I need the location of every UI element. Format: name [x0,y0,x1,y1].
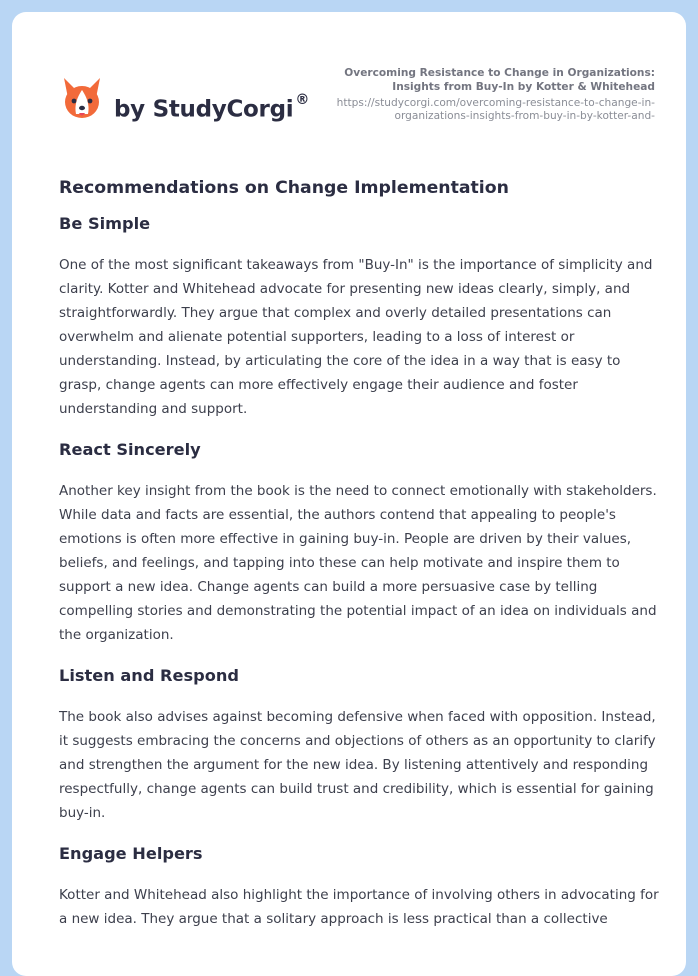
section-listen-and-respond [59,663,659,825]
article-content [59,175,659,947]
section-paragraph: One of the most significant takeaways from "Buy-In" is the importance of simplicity and clarity. Kotter and Whitehead advocate for presenting new ideas clearly, simply, and straightforwardly. They argue that complex and overly detailed presentations can overwhelm and alienate potential supporters, leading to a loss of interest or understanding. Instead, by articulating the core of the idea in a way that is easy to grasp, change agents can more effectively engage their audience and foster understanding and support. [59,257,653,417]
document-meta [315,66,655,123]
section-paragraph: The book also advises against becoming defensive when faced with opposition. Instead, it suggests embracing the concerns and objections of others as an opportunity to clarify and strengthen the argument for the new idea. By listening attentively and responding respectfully, change agents can build trust and credibility, which is essential for gaining buy-in. [59,709,656,821]
section-heading: Engage Helpers [59,844,203,863]
document-url[interactable]: https://studycorgi.com/overcoming-resistance-to-change-in-organizations-insights-from-buy-in-by-kotter-and- [336,97,655,122]
section-paragraph: Another key insight from the book is the need to connect emotionally with stakeholders. While data and facts are essential, the authors contend that appealing to people's emotions is often more effective in gaining buy-in. People are driven by their values, beliefs, and feelings, and tapping into these can help motivate and inspire them to support a new idea. Change agents can build a more persuasive case by telling compelling stories and demonstrating the potential impact of an idea on individuals and the organization. [59,483,657,643]
section-heading: Listen and Respond [59,666,239,685]
document-page [12,12,686,976]
section-react-sincerely [59,437,659,647]
section-be-simple [59,211,659,421]
section-engage-helpers [59,841,659,931]
brand-name[interactable] [114,92,310,123]
section-heading: React Sincerely [59,440,201,459]
section-paragraph: Kotter and Whitehead also highlight the importance of involving others in advocating for a new idea. They argue that a solitary approach is less practical than a collective [59,887,659,927]
page-header [12,12,686,152]
section-heading: Be Simple [59,214,151,233]
brand-text: by StudyCorgi [114,96,294,123]
corgi-logo-icon[interactable] [60,74,104,122]
page-title: Recommendations on Change Implementation [59,178,509,198]
registered-mark: ® [295,92,310,108]
document-title: Overcoming Resistance to Change in Organizations: Insights from Buy-In by Kotter & Whitehead [344,67,655,93]
